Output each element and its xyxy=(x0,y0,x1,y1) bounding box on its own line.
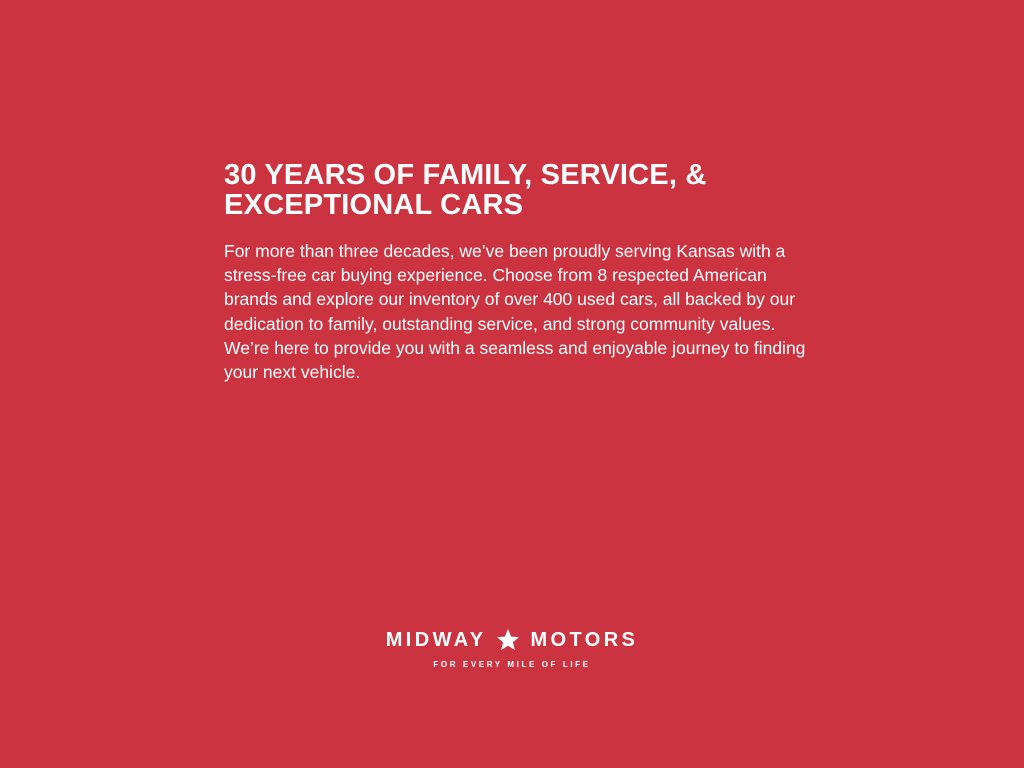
logo-tagline: FOR EVERY MILE OF LIFE xyxy=(433,660,591,669)
logo-word-motors: MOTORS xyxy=(530,629,639,651)
logo-wordmark xyxy=(386,628,639,652)
logo-word-midway: MIDWAY xyxy=(385,629,487,651)
star-icon xyxy=(496,628,520,652)
body-paragraph: For more than three decades, we’ve been proudly serving Kansas with a stress-free car buying experience. Choose from 8 respected American brands and explore our inventory of over 400 used cars, all backed by our dedication to family, outstanding service, and strong community values. We’re here to provide you with a seamless and enjoyable journey to finding your next vehicle. xyxy=(224,241,806,383)
text-block xyxy=(224,160,824,384)
page-title: 30 YEARS OF FAMILY, SERVICE, & EXCEPTIONAL CARS xyxy=(224,159,707,221)
brand-logo xyxy=(0,628,1024,671)
